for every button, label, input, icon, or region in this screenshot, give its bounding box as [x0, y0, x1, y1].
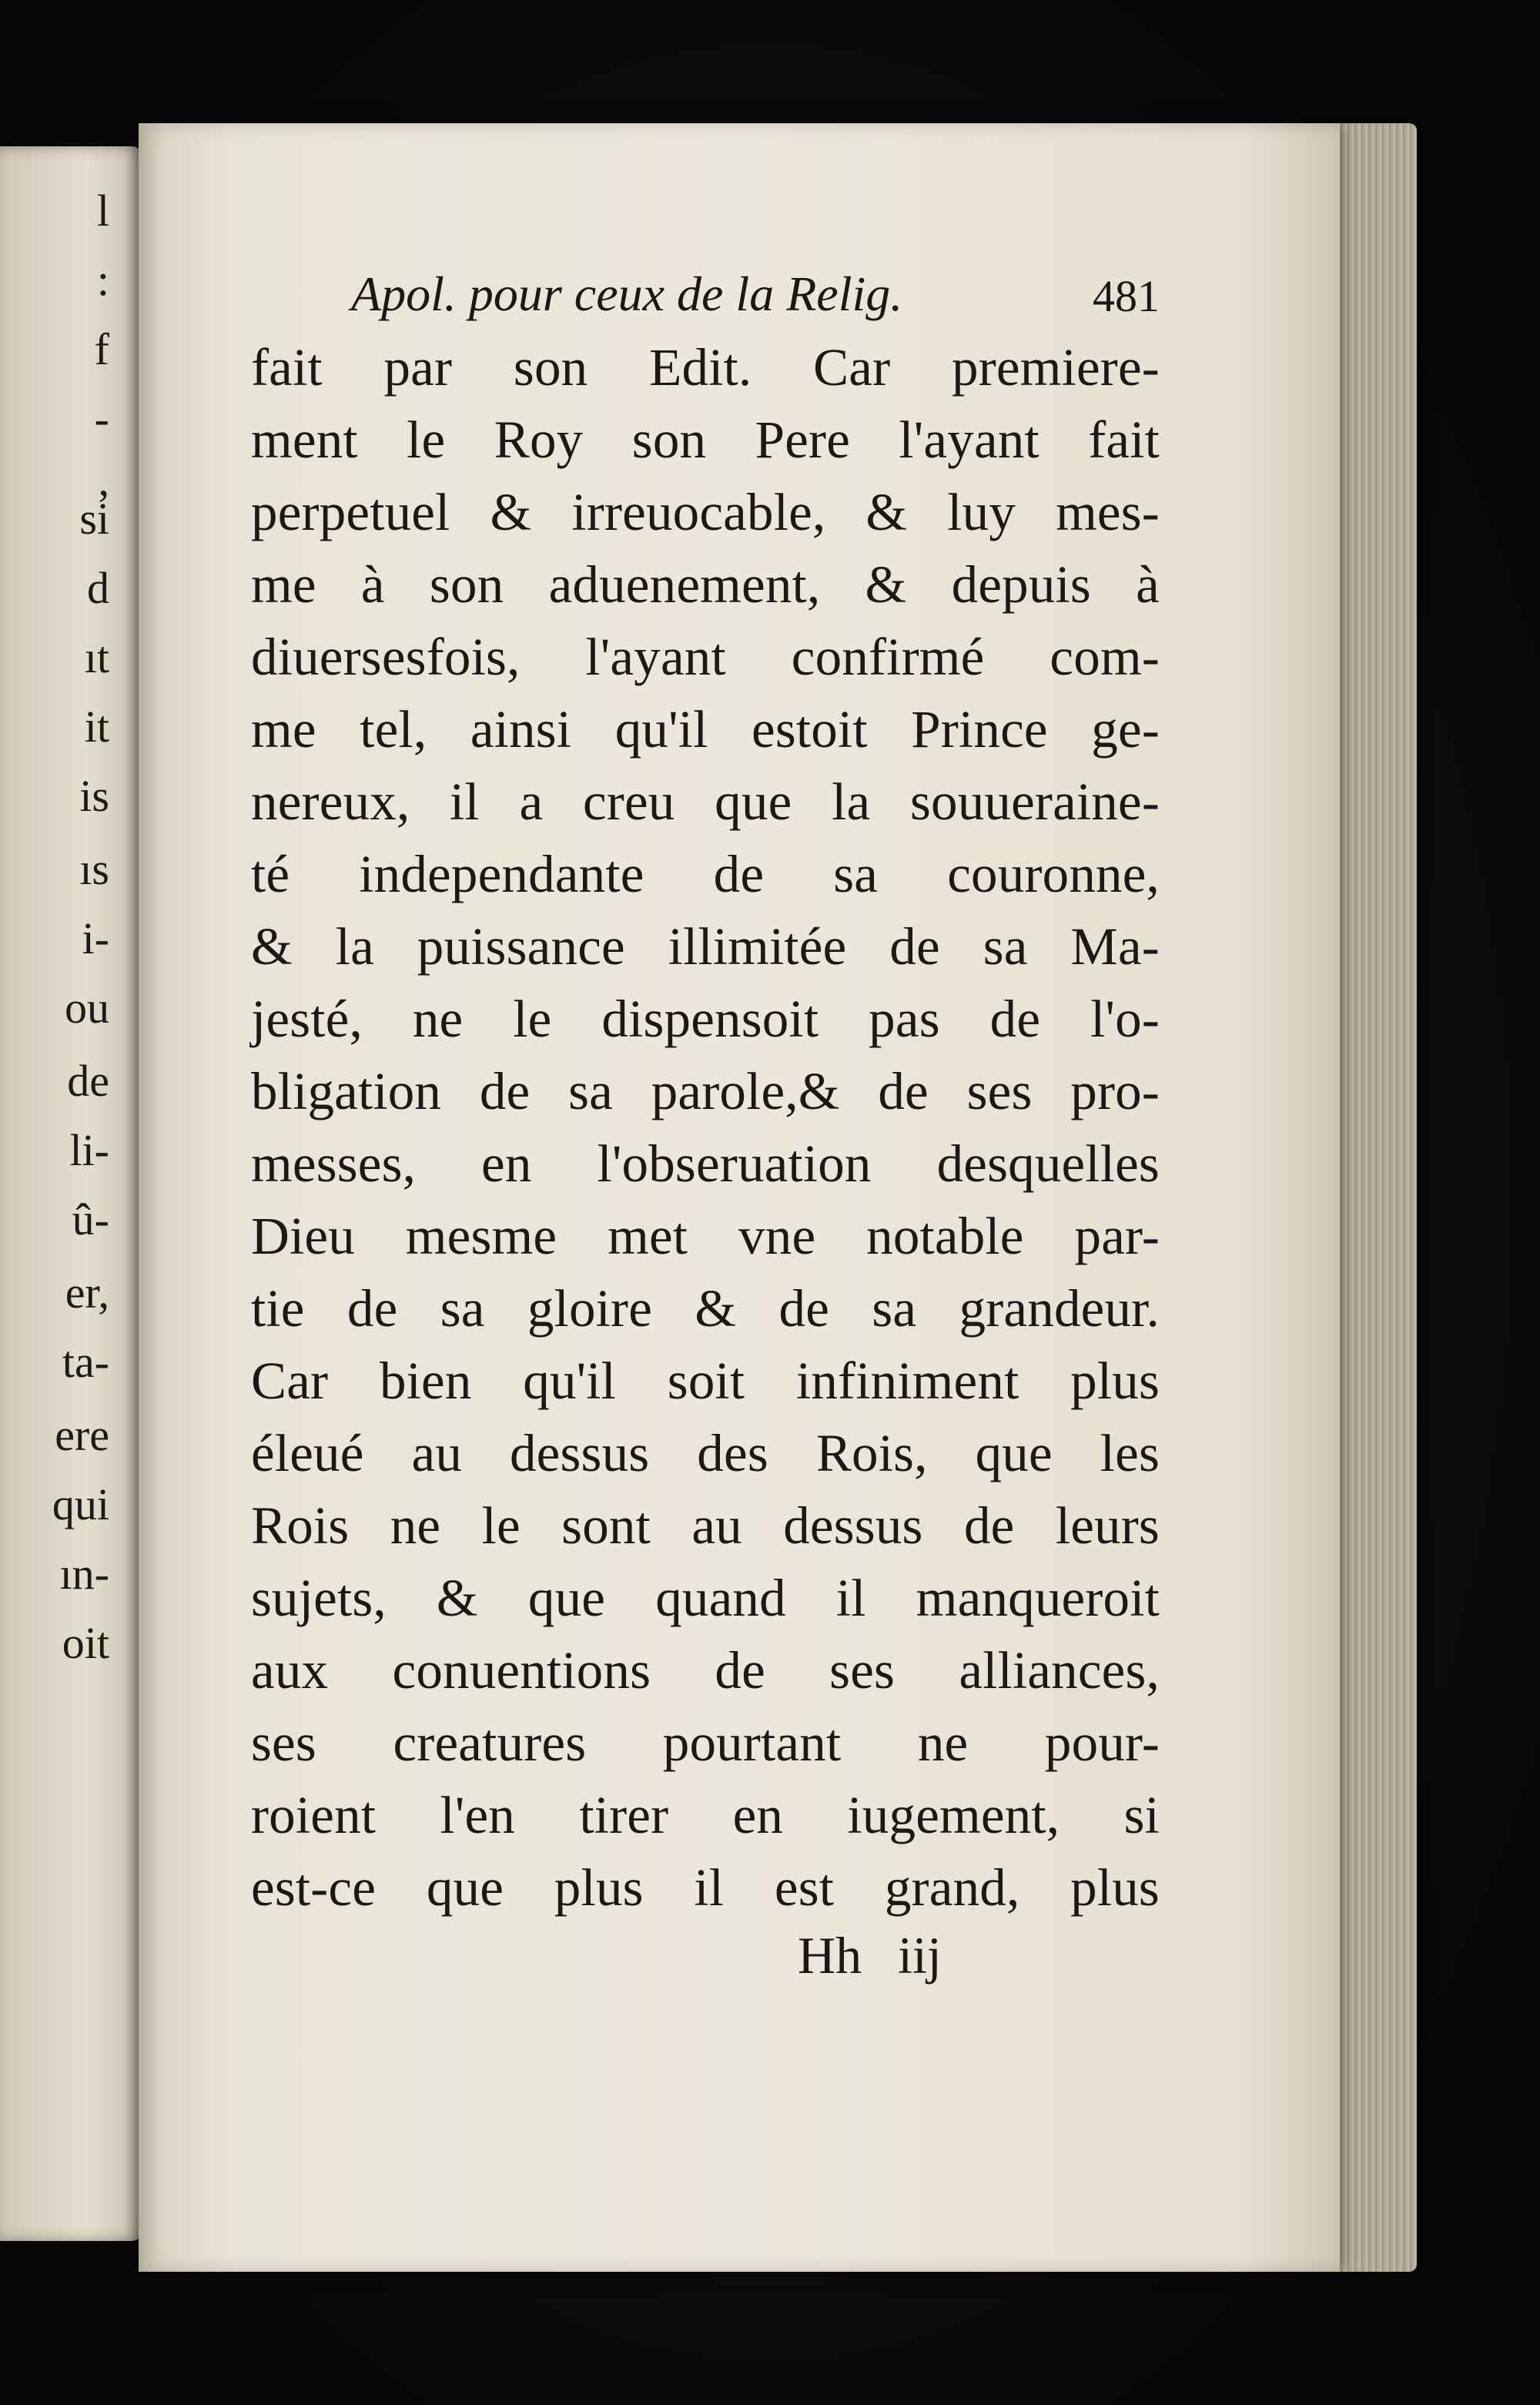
left-fragment: i-	[82, 913, 109, 963]
text-line: tie de sa gloire & de sa grandeur.	[251, 1279, 1160, 1338]
left-fragment: ın-	[59, 1549, 109, 1599]
left-fragment: oit	[62, 1618, 109, 1668]
signature-mark: Hh iij	[798, 1926, 942, 1985]
left-fragment: f	[94, 324, 109, 374]
left-fragment: d	[87, 563, 109, 613]
left-fragment: l	[96, 186, 109, 236]
left-fragment: :	[96, 255, 109, 305]
text-line: & la puissance illimitée de sa Ma-	[251, 917, 1160, 976]
left-fragment: -	[94, 394, 109, 444]
text-line: Dieu mesme met vne notable par-	[251, 1207, 1160, 1265]
text-line: est-ce que plus il est grand, plus	[251, 1858, 1160, 1917]
left-fragment: û-	[72, 1194, 109, 1244]
left-fragment: ere	[55, 1410, 109, 1460]
text-line: bligation de sa parole,& de ses pro-	[251, 1062, 1160, 1120]
body-text	[251, 331, 1160, 1924]
left-fragment: li-	[69, 1125, 109, 1175]
left-fragment: er,	[65, 1268, 109, 1318]
page-number: 481	[1093, 271, 1160, 321]
left-fragment: ,	[98, 455, 109, 505]
left-fragment: ta-	[62, 1337, 109, 1387]
text-line: fait par son Edit. Car premiere-	[251, 338, 1160, 397]
text-line: té independante de sa couronne,	[251, 845, 1160, 903]
left-fragment: ou	[65, 983, 109, 1033]
text-line: me tel, ainsi qu'il estoit Prince ge-	[251, 700, 1160, 759]
text-line: roient l'en tirer en iugement, si	[251, 1786, 1160, 1844]
left-page-edge	[0, 146, 142, 2241]
text-line: ses creatures pourtant ne pour-	[251, 1713, 1160, 1772]
left-fragment: de	[67, 1056, 109, 1106]
left-fragment: qui	[52, 1479, 109, 1529]
left-fragment: is	[79, 771, 109, 821]
text-line: diuersesfois, l'ayant confirmé com-	[251, 628, 1160, 686]
text-line: sujets, & que quand il manqueroit	[251, 1569, 1160, 1627]
text-line: ment le Roy son Pere l'ayant fait	[251, 410, 1160, 469]
text-line: me à son aduenement, & depuis à	[251, 555, 1160, 614]
left-page-fragments	[0, 146, 123, 2241]
text-line: nereux, il a creu que la souueraine-	[251, 772, 1160, 831]
left-fragment: ıs	[79, 844, 109, 894]
text-line: Car bien qu'il soit infiniment plus	[251, 1352, 1160, 1410]
text-line: perpetuel & irreuocable, & luy mes-	[251, 483, 1160, 541]
text-line: jesté, ne le dispensoit pas de l'o-	[251, 990, 1160, 1048]
text-line: messes, en l'obseruation desquelles	[251, 1134, 1160, 1193]
running-title: Apol. pour ceux de la Relig.	[351, 266, 903, 321]
running-head	[351, 266, 1160, 327]
left-fragment: ıt	[84, 632, 109, 682]
text-line: aux conuentions de ses alliances,	[251, 1641, 1160, 1700]
text-line: éleué au dessus des Rois, que les	[251, 1424, 1160, 1482]
text-line: Rois ne le sont au dessus de leurs	[251, 1496, 1160, 1555]
left-fragment: it	[84, 702, 109, 752]
left-fragment: si	[79, 494, 109, 544]
